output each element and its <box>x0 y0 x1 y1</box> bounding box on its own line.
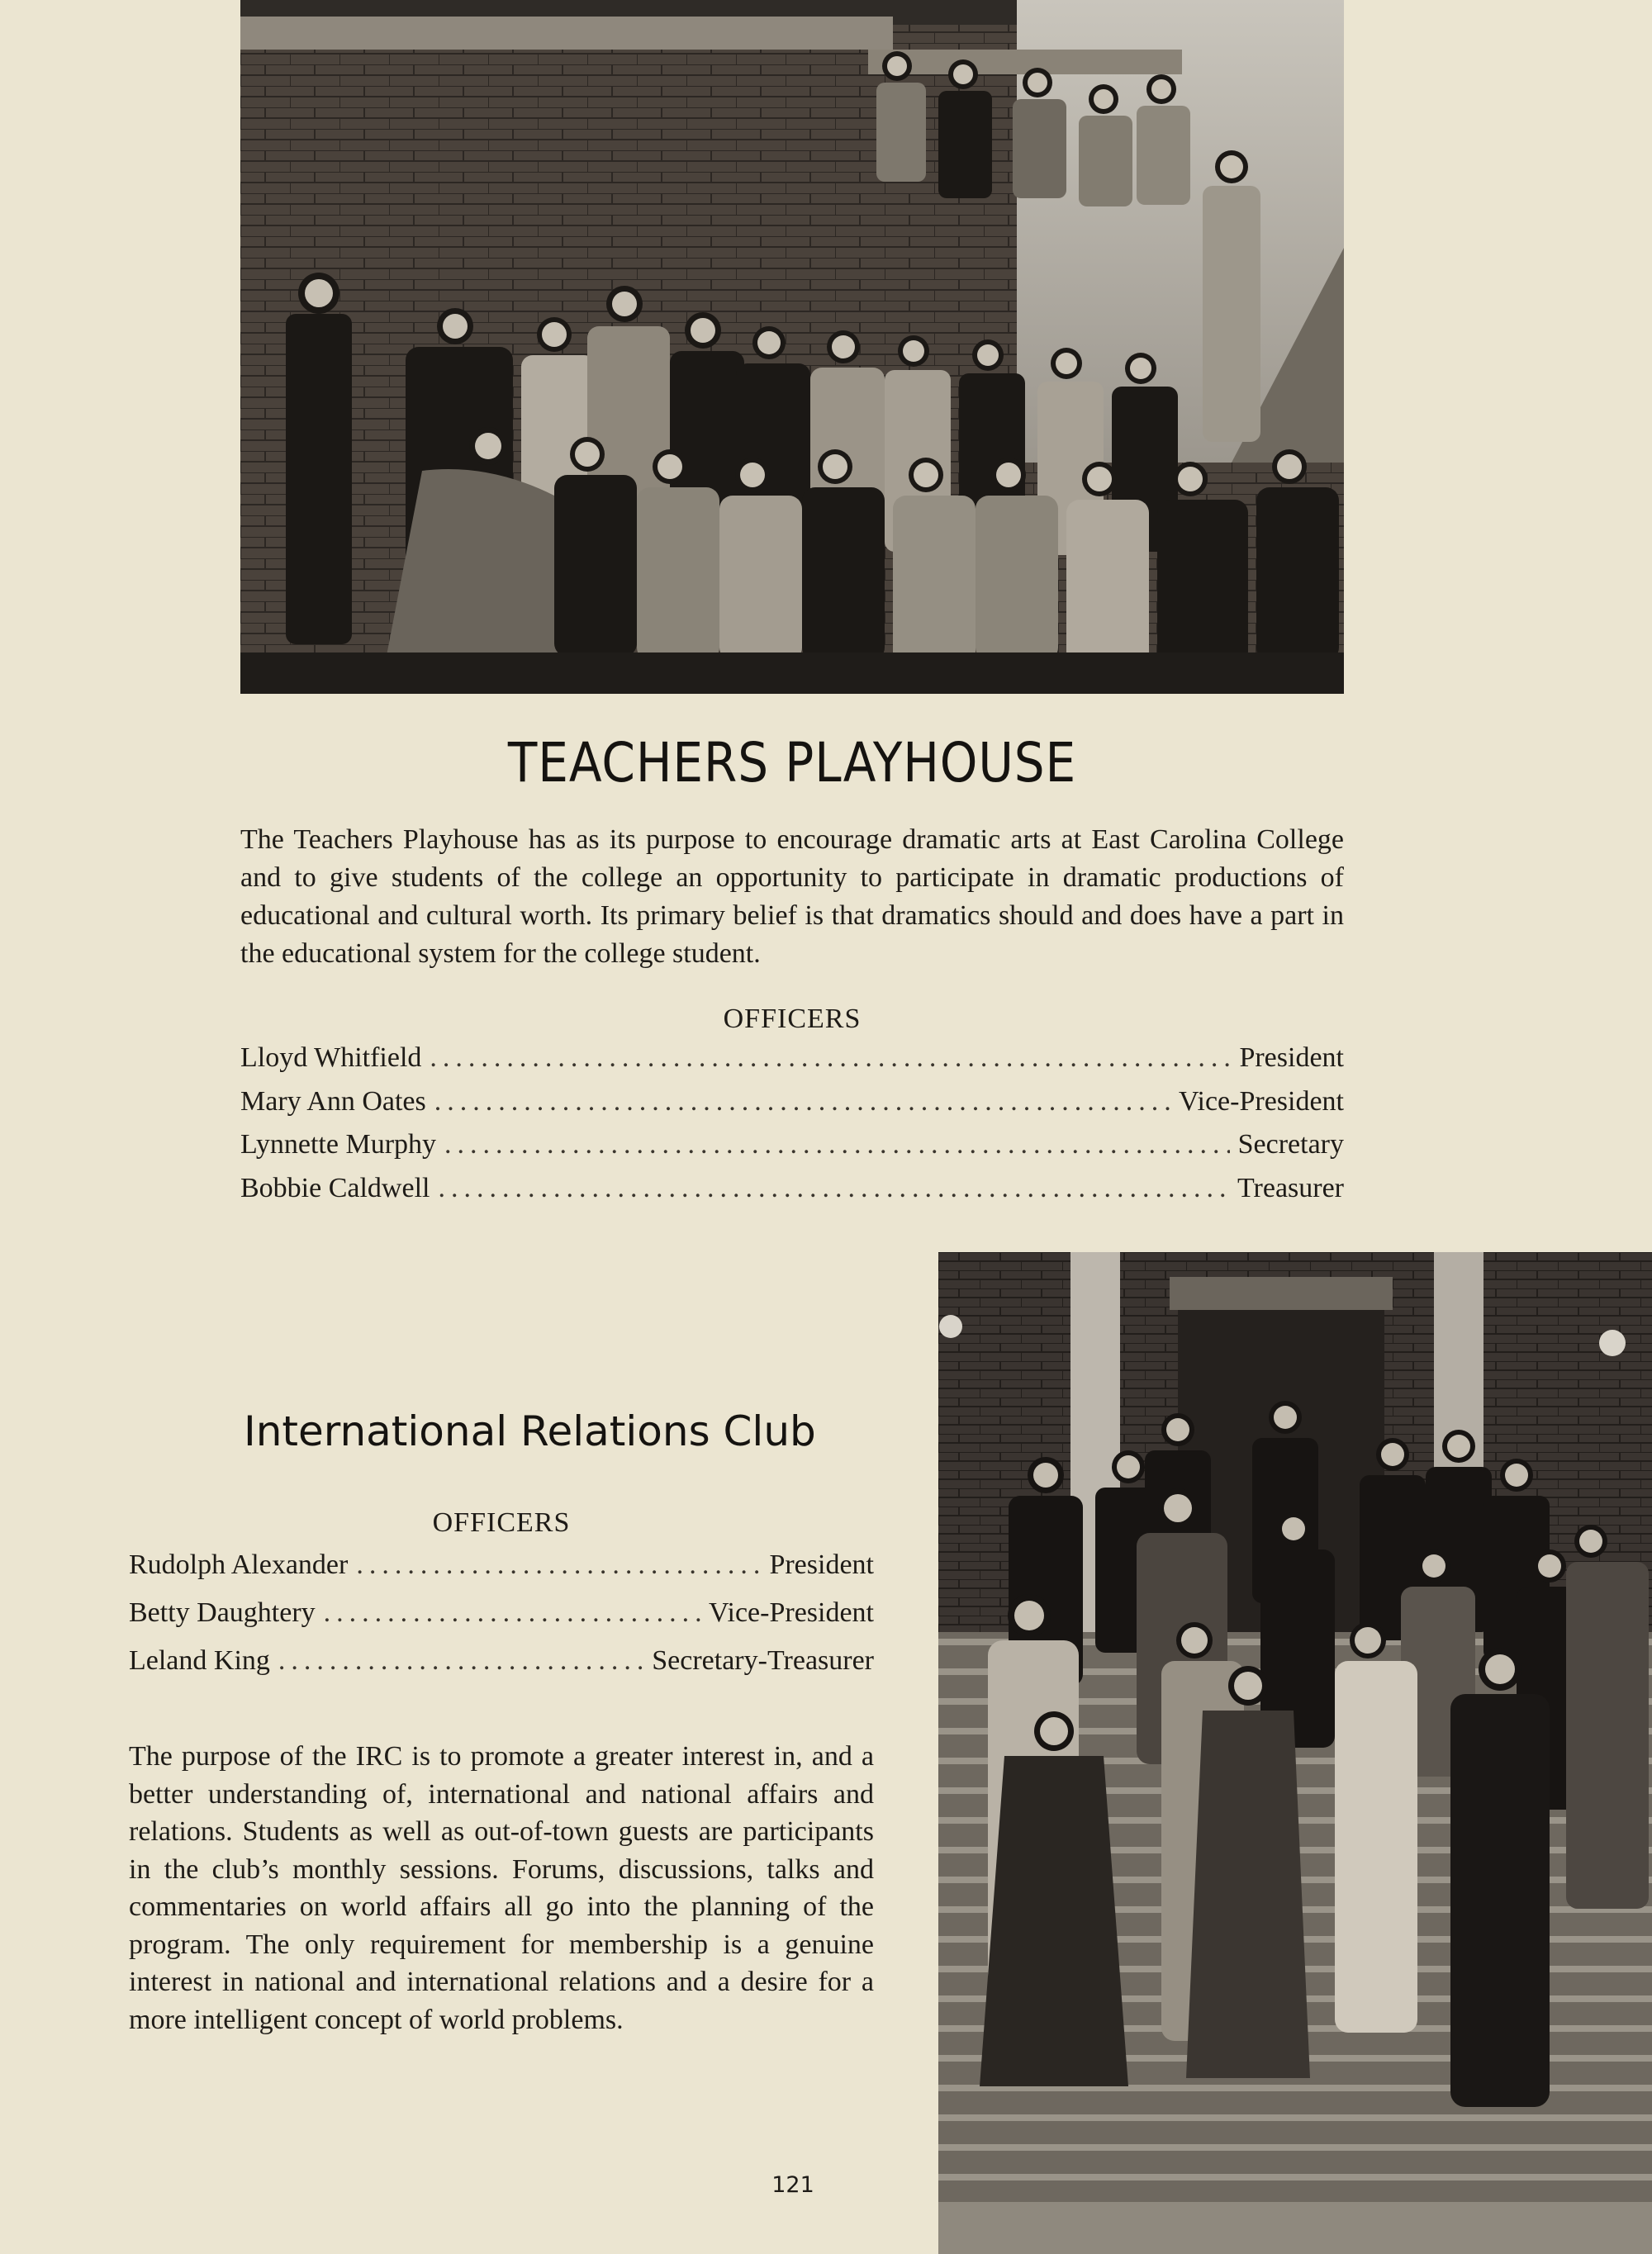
officer-role: Vice-President <box>1179 1085 1344 1117</box>
officer-row <box>129 1589 874 1637</box>
leader-dots <box>324 1589 700 1637</box>
officer-row <box>240 1123 1344 1167</box>
irc-group-photo <box>938 1252 1652 2254</box>
officer-role: Secretary <box>1237 1129 1344 1160</box>
irc-officers-heading: OFFICERS <box>432 1507 571 1538</box>
officer-name: Bobbie Caldwell <box>240 1172 430 1203</box>
officer-name: Rudolph Alexander <box>129 1549 349 1580</box>
leader-dots <box>430 1037 1231 1080</box>
irc-description: The purpose of the IRC is to promote a greater interest in, and a better understanding of, international and national affairs and relations. Students as well as out-of-town guests are participants in the club’s monthly sessions. Forums, discussions, talks and commentaries on world affairs all go into the planning of the program. The only requirement for membership is a genuine interest in national and international relations and a desire for a more intelligent concept of world problems. <box>129 1741 874 2035</box>
officer-name: Lynnette Murphy <box>240 1129 437 1160</box>
irc-officers-list <box>129 1541 874 1685</box>
teachers-playhouse-description: The Teachers Playhouse has as its purpose to encourage dramatic arts at East Carolina College and to give students of the college an opportunity to participate in dramatic productions of educational and cultural worth. Its primary belief is that dramatics should and does have a part in the educational system for the college student. <box>240 824 1344 969</box>
officer-name: Mary Ann Oates <box>240 1085 426 1117</box>
officer-name: Betty Daughtery <box>129 1597 316 1628</box>
officer-row <box>240 1037 1344 1080</box>
leader-dots <box>278 1637 643 1685</box>
officer-row <box>129 1541 874 1589</box>
officer-role: Secretary-Treasurer <box>652 1645 874 1676</box>
officer-name: Leland King <box>129 1645 270 1676</box>
leader-dots <box>438 1167 1228 1211</box>
officer-row <box>240 1080 1344 1124</box>
teachers-playhouse-officers-heading: OFFICERS <box>723 1004 862 1034</box>
leader-dots <box>356 1541 761 1589</box>
officer-name: Lloyd Whitfield <box>240 1042 422 1073</box>
officer-row <box>240 1167 1344 1211</box>
officer-row <box>129 1637 874 1685</box>
officer-role: President <box>769 1549 874 1580</box>
officer-role: Treasurer <box>1237 1172 1344 1203</box>
irc-title: International Relations Club <box>244 1407 816 1455</box>
leader-dots <box>434 1080 1170 1124</box>
leader-dots <box>444 1123 1230 1167</box>
page-number: 121 <box>771 2172 814 2198</box>
teachers-playhouse-title: TEACHERS PLAYHOUSE <box>507 731 1077 795</box>
officer-role: President <box>1239 1042 1344 1073</box>
officer-role: Vice-President <box>709 1597 874 1628</box>
teachers-playhouse-officers-list <box>240 1037 1344 1210</box>
teachers-playhouse-group-photo <box>240 0 1344 694</box>
